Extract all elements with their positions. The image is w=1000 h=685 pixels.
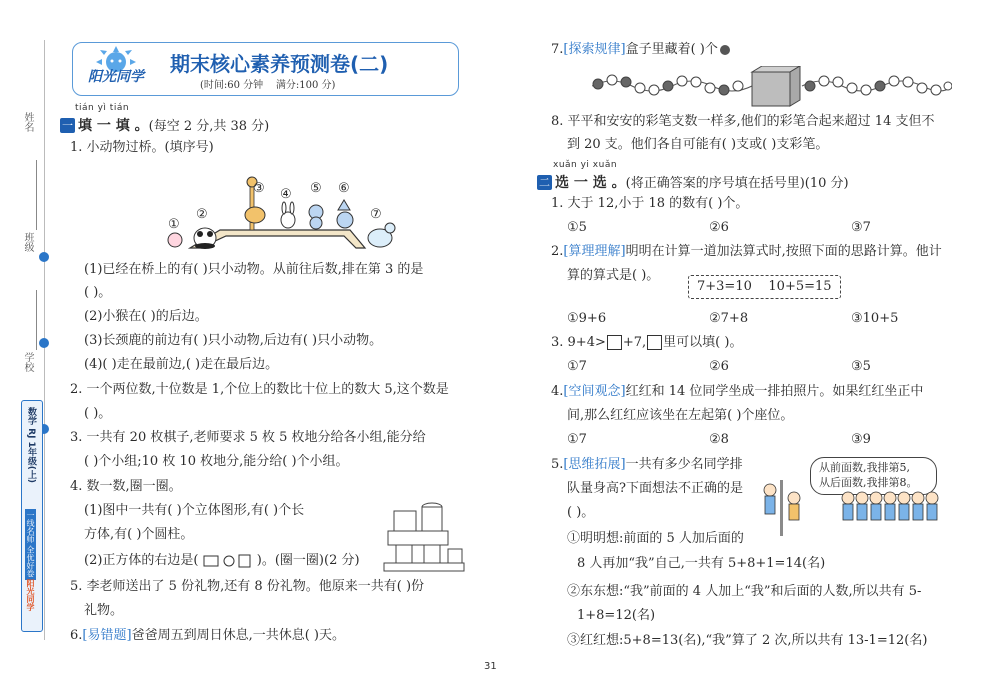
q6-tag: [易错题] xyxy=(82,628,132,643)
c4-line1 xyxy=(551,383,923,401)
section2-pinyin: xuǎn yi xuǎn xyxy=(553,160,618,170)
c5-text: 一共有多少名同学排 xyxy=(625,457,743,472)
section2-note: (将正确答案的序号填在括号里)(10 分) xyxy=(625,176,849,191)
q3-line2[interactable]: ( )个小组;10 枚 10 枚地分,能分给( )个小组。 xyxy=(84,454,349,469)
section1-pinyin: tián yì tián xyxy=(75,103,130,113)
c4-tag: [空间观念] xyxy=(563,384,626,399)
animal-label: ① xyxy=(168,217,180,232)
page-title: 期末核心素养预测卷(二) xyxy=(170,52,389,76)
c1-option-c[interactable]: ③7 xyxy=(851,220,871,235)
q4-part1-line1[interactable]: (1)图中一共有( )个立体图形,有( )个长 xyxy=(84,503,305,518)
c3-option-b[interactable]: ②6 xyxy=(709,359,729,374)
q8-line2[interactable]: 到 20 支。他们各自可能有( )支或( )支彩笔。 xyxy=(567,137,829,152)
c3-stem[interactable] xyxy=(551,334,742,352)
c1-option-a[interactable]: ①5 xyxy=(567,220,587,235)
series-main: 数学 RJ 1年级(上) xyxy=(26,407,36,484)
c5-number: 5. xyxy=(551,457,564,472)
binding-sidebar xyxy=(0,0,62,685)
c4-option-b[interactable]: ②8 xyxy=(709,432,729,447)
section2-heading xyxy=(537,172,849,193)
c5-option-b-line2: 1+8=12(名) xyxy=(577,608,656,623)
school-label: 学校 xyxy=(22,352,33,372)
c5-option-b-line1[interactable]: ②东东想:“我”前面的 4 人加上“我”和后面的人数,所以共有 5- xyxy=(567,584,922,599)
c2-text: 明明在计算一道加法算式时,按照下面的思路计算。他计 xyxy=(625,244,942,259)
series-brand: 阳光同学 xyxy=(26,579,35,611)
c1-stem[interactable]: 1. 大于 12,小于 18 的数有( )个。 xyxy=(551,196,749,211)
q1-part3[interactable]: (3)长颈鹿的前边有( )只小动物,后边有( )只小动物。 xyxy=(84,333,383,348)
c5-option-a-line1[interactable]: ①明明想:前面的 5 人加后面的 xyxy=(567,531,744,546)
gray-bead-icon xyxy=(720,45,730,55)
c2-line2[interactable]: 算的算式是( )。 xyxy=(567,268,660,283)
c2-option-a[interactable]: ①9+6 xyxy=(567,311,607,326)
blocks-illustration xyxy=(382,495,468,573)
c3-option-a[interactable]: ①7 xyxy=(567,359,587,374)
animal-label: ⑤ xyxy=(310,181,322,196)
q3-line1: 3. 一共有 20 枚棋子,老师要求 5 枚 5 枚地分给各小组,能分给 xyxy=(70,430,426,445)
animal-label: ② xyxy=(196,207,208,222)
c3-part-c: 里可以填( )。 xyxy=(663,335,743,350)
q6-number: 6. xyxy=(70,628,83,643)
logo-text: 阳光同学 xyxy=(88,69,144,85)
class-label: 班级 xyxy=(22,232,33,252)
c2-number: 2. xyxy=(551,244,564,259)
animal-label: ⑥ xyxy=(338,181,350,196)
q1-part4[interactable]: (4)( )走在最前边,( )走在最后边。 xyxy=(84,357,279,372)
page-number: 31 xyxy=(484,661,497,672)
q2-answer[interactable]: ( )。 xyxy=(84,406,112,421)
series-strip xyxy=(21,400,43,632)
q2-line1: 2. 一个两位数,十位数是 1,个位上的数比十位上的数大 5,这个数是 xyxy=(70,382,449,397)
section1-number: 一 xyxy=(62,119,73,132)
c5-answer[interactable]: ( )。 xyxy=(567,505,595,520)
q5-line2: 礼物。 xyxy=(84,603,124,618)
q4-stem: 4. 数一数,圈一圈。 xyxy=(70,479,182,494)
bead-string-icon xyxy=(592,66,952,108)
c1-option-b[interactable]: ②6 xyxy=(709,220,729,235)
q5-line1[interactable]: 5. 李老师送出了 5 份礼物,还有 8 份礼物。他原来一共有( )份 xyxy=(70,579,425,594)
q4-part1-line2[interactable]: 方体,有( )个圆柱。 xyxy=(84,527,194,542)
series-sub: 一线名师 全优好卷 xyxy=(26,511,35,578)
q7-text: 盒子里藏着( )个 xyxy=(625,42,718,57)
binding-hole-dot xyxy=(39,338,49,348)
students-line-icon xyxy=(762,476,942,538)
students-queue xyxy=(762,476,942,538)
q4-part2-start: (2)正方体的右边是( xyxy=(84,553,199,568)
c4-line2[interactable]: 间,那么红红应该坐在左起第( )个座位。 xyxy=(567,408,794,423)
animal-label: ⑦ xyxy=(370,207,382,222)
q1-stem: 1. 小动物过桥。(填序号) xyxy=(70,140,214,155)
c4-number: 4. xyxy=(551,384,564,399)
q1-part2[interactable]: (2)小猴在( )的后边。 xyxy=(84,309,208,324)
animal-label: ③ xyxy=(253,181,265,196)
section2-title: 选 一 选 。 xyxy=(555,175,626,191)
c3-part-b: +7, xyxy=(622,335,647,350)
animal-label: ④ xyxy=(280,187,292,202)
c3-option-c[interactable]: ③5 xyxy=(851,359,871,374)
q4-part2-end: )。(圈一圈)(2 分) xyxy=(256,553,360,568)
c5-line2: 队量身高?下面想法不正确的是 xyxy=(567,481,743,496)
bubble-line2: 从后面数,我排第8。 xyxy=(819,476,918,489)
c5-option-a-line2: 8 人再加“我”自己,一共有 5+8+1=14(名) xyxy=(577,556,826,571)
class-blank[interactable] xyxy=(36,290,37,350)
c4-option-c[interactable]: ③9 xyxy=(851,432,871,447)
q8-line1: 8. 平平和安安的彩笔支数一样多,他们的彩笔合起来超过 14 支但不 xyxy=(551,114,935,129)
exam-meta: (时间:60 分钟 满分:100 分) xyxy=(200,80,336,91)
blank-box[interactable] xyxy=(647,335,662,350)
c2-thinking-box: 7+3=10 10+5=15 xyxy=(688,275,841,299)
c2-tag: [算理理解] xyxy=(563,244,626,259)
section1-heading xyxy=(60,115,269,136)
q4-part2[interactable] xyxy=(84,552,360,570)
c4-text: 红红和 14 位同学坐成一排拍照片。如果红红坐正中 xyxy=(625,384,924,399)
binding-hole-dot xyxy=(39,252,49,262)
q7-number: 7. xyxy=(551,42,564,57)
q1-part1-line1[interactable]: (1)已经在桥上的有( )只小动物。从前往后数,排在第 3 的是 xyxy=(84,262,424,277)
c5-line1 xyxy=(551,456,743,474)
solid-blocks-icon xyxy=(382,495,468,573)
blank-box[interactable] xyxy=(607,335,622,350)
c3-part-a: 3. 9+4> xyxy=(551,335,606,350)
section2-number: 二 xyxy=(539,176,550,189)
section1-title: 填 一 填 。 xyxy=(78,118,149,134)
q6[interactable] xyxy=(70,627,345,645)
q6-text: 爸爸周五到周日休息,一共休息( )天。 xyxy=(131,628,345,643)
name-blank[interactable] xyxy=(36,160,37,230)
shape-options-icon[interactable] xyxy=(203,554,253,568)
section1-note: (每空 2 分,共 38 分) xyxy=(148,119,270,134)
sun-logo xyxy=(84,46,148,86)
bridge-illustration xyxy=(160,160,400,255)
bead-pattern xyxy=(592,66,952,108)
c4-option-a[interactable]: ①7 xyxy=(567,432,587,447)
c2-option-b[interactable]: ②7+8 xyxy=(709,311,749,326)
bubble-line1: 从前面数,我排第5, xyxy=(819,461,910,474)
c5-tag: [思维拓展] xyxy=(563,457,626,472)
c5-option-c[interactable]: ③红红想:5+8=13(名),“我”算了 2 次,所以共有 13-1=12(名) xyxy=(567,633,928,648)
q7-tag: [探索规律] xyxy=(563,42,626,57)
q7[interactable] xyxy=(551,41,730,59)
c2-line1 xyxy=(551,243,942,261)
q1-part1-line2[interactable]: ( )。 xyxy=(84,285,112,300)
c2-option-c[interactable]: ③10+5 xyxy=(851,311,899,326)
name-label: 姓名 xyxy=(22,112,33,132)
